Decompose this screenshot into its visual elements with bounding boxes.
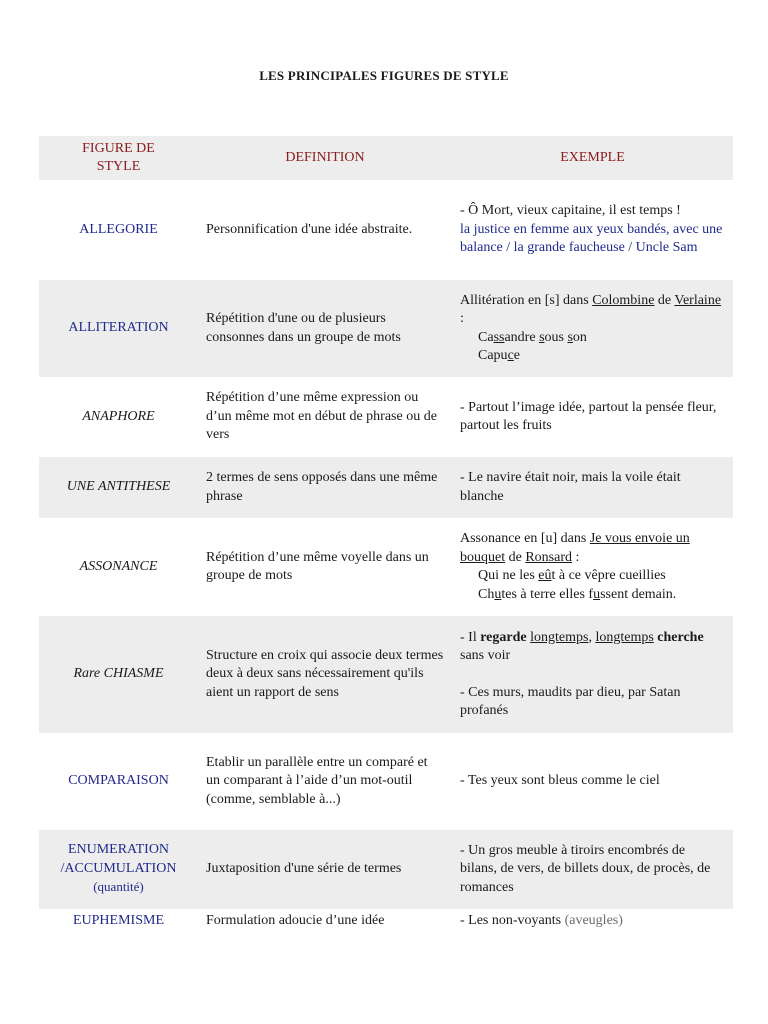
figures-table bbox=[39, 136, 733, 939]
figure-name: EUPHEMISME bbox=[72, 913, 164, 928]
figure-example: - Partout l’image idée, partout la pensée fleur, partout les fruits bbox=[460, 399, 717, 433]
figure-example: Assonance en [u] dans Je vous envoie un bouquet de Ronsard : Qui ne les eût à ce vêpre cueillies Chutes à terre elles fussent demain. bbox=[460, 531, 690, 602]
figure-name: ALLEGORIE bbox=[79, 221, 158, 237]
table-row bbox=[39, 377, 733, 457]
figure-name: Rare CHIASME bbox=[39, 616, 198, 733]
figure-example: - Tes yeux sont bleus comme le ciel bbox=[460, 773, 660, 789]
figure-example: Allitération en [s] dans Colombine de Verlaine : Cassandre sous son Capuce bbox=[452, 280, 733, 377]
figure-name: ENUMERATION /ACCUMULATION (quantité) bbox=[39, 830, 198, 909]
table-row bbox=[39, 457, 733, 518]
figure-example: - Le navire était noir, mais la voile était blanche bbox=[452, 457, 733, 518]
figure-example: - Il regarde longtemps, longtemps cherche sans voir - Ces murs, maudits par dieu, par Satan profanés bbox=[452, 616, 733, 733]
table-row bbox=[39, 830, 733, 909]
figure-definition: Répétition d'une ou de plusieurs consonnes dans un groupe de mots bbox=[198, 280, 452, 377]
figure-example: - Ô Mort, vieux capitaine, il est temps ! la justice en femme aux yeux bandés, avec une balance / la grande faucheuse / Uncle Sam bbox=[460, 203, 723, 256]
page-title: LES PRINCIPALES FIGURES DE STYLE bbox=[259, 68, 509, 83]
figure-name: ANAPHORE bbox=[82, 408, 155, 424]
figure-name: COMPARAISON bbox=[68, 773, 169, 789]
figure-definition: Répétition d’une même expression ou d’un même mot en début de phrase ou de vers bbox=[206, 390, 437, 443]
header-definition: DEFINITION bbox=[198, 136, 452, 180]
table-row bbox=[39, 909, 733, 939]
table-row bbox=[39, 180, 733, 280]
table-row bbox=[39, 280, 733, 377]
table-row bbox=[39, 518, 733, 616]
table-row bbox=[39, 616, 733, 733]
figure-definition: Etablir un parallèle entre un comparé et un comparant à l’aide d’un mot-outil (comme, semblable à...) bbox=[206, 754, 428, 807]
table-header-row bbox=[39, 136, 733, 180]
figure-definition: 2 termes de sens opposés dans une même phrase bbox=[198, 457, 452, 518]
header-example: EXEMPLE bbox=[452, 136, 733, 180]
figure-example: - Les non-voyants (aveugles) bbox=[460, 913, 623, 928]
figure-name: ASSONANCE bbox=[79, 558, 158, 574]
header-figure: FIGURE DE STYLE bbox=[39, 136, 198, 180]
figure-definition: Structure en croix qui associe deux termes deux à deux sans nécessairement qu'ils aient un rapport de sens bbox=[198, 616, 452, 733]
figure-definition: Formulation adoucie d’une idée bbox=[206, 913, 385, 928]
figure-example: - Un gros meuble à tiroirs encombrés de bilans, de vers, de billets doux, de procès, de romances bbox=[452, 830, 733, 909]
figure-definition: Personnification d'une idée abstraite. bbox=[206, 221, 413, 237]
table-row bbox=[39, 733, 733, 830]
figure-definition: Juxtaposition d'une série de termes bbox=[198, 830, 452, 909]
figure-name: UNE ANTITHESE bbox=[39, 457, 198, 518]
figure-name: ALLITERATION bbox=[39, 280, 198, 377]
figure-definition: Répétition d’une même voyelle dans un groupe de mots bbox=[206, 549, 429, 583]
